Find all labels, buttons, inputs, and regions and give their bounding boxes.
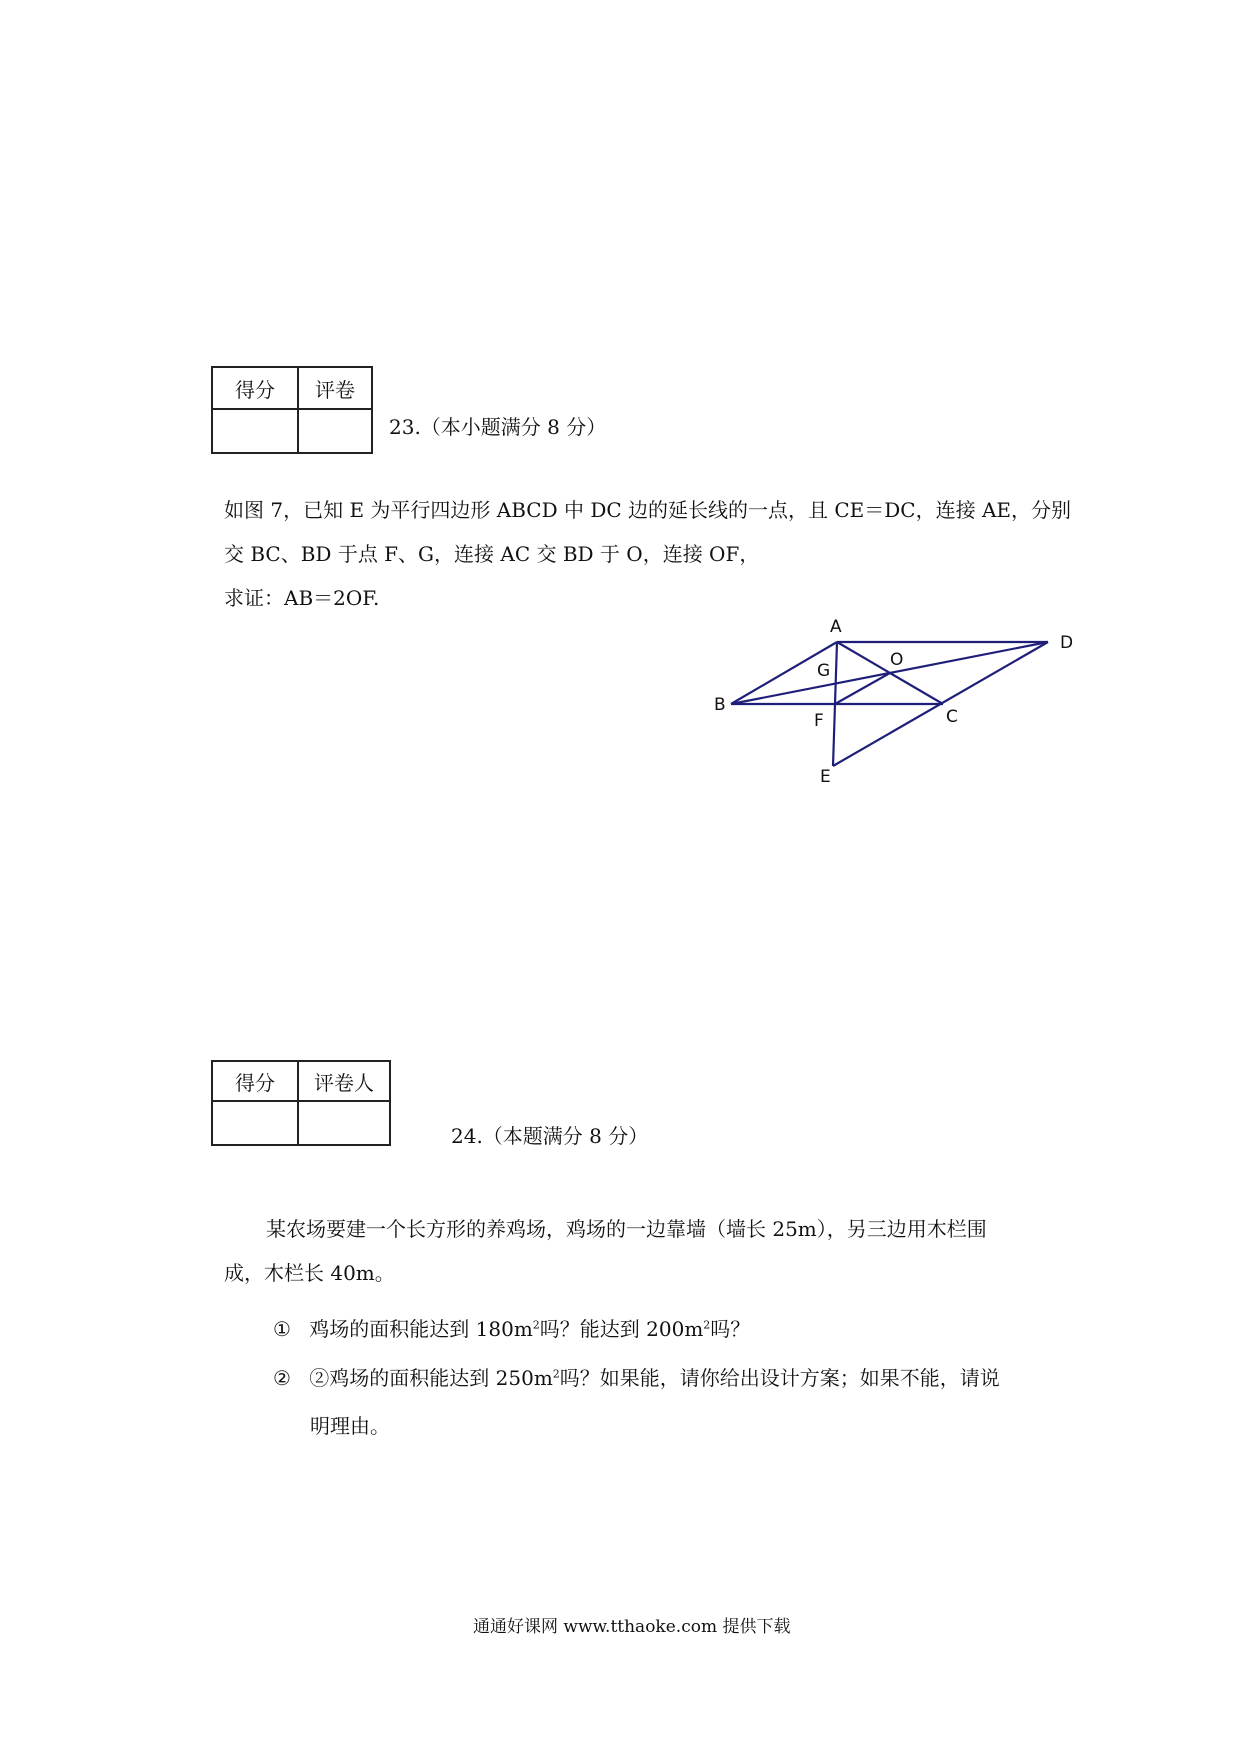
score-label: 得分 [212, 1061, 298, 1101]
q23-line-3: 求证：AB＝2OF. [224, 586, 380, 610]
q24-intro-line-2: 成，木栏长 40m。 [224, 1261, 395, 1285]
label-G: G [817, 661, 831, 681]
score-cell [212, 1101, 298, 1145]
label-B: B [714, 695, 726, 715]
q23-line-2: 交 BC、BD 于点 F、G，连接 AC 交 BD 于 O，连接 OF， [224, 542, 760, 566]
grader-cell [298, 409, 372, 453]
superscript: 2 [703, 1318, 711, 1332]
label-E: E [820, 767, 831, 787]
superscript: 2 [552, 1367, 560, 1381]
score-label: 得分 [212, 367, 298, 409]
q24-intro [224, 1207, 987, 1295]
item-1-text-a: 鸡场的面积能达到 180m [309, 1317, 533, 1341]
label-D: D [1060, 633, 1074, 653]
label-C: C [946, 707, 958, 727]
geometry-figure [700, 610, 1120, 790]
label-F: F [814, 711, 824, 731]
page-footer: 通通好课网 www.tthaoke.com 提供下载 [473, 1617, 791, 1637]
item-marker: ② [273, 1366, 291, 1390]
q24-score-table [211, 1060, 391, 1146]
q24-item-2 [273, 1362, 1000, 1391]
item-2-text-b: 吗？如果能，请你给出设计方案；如果不能，请说 [559, 1366, 1000, 1390]
score-cell [212, 409, 298, 453]
item-1-text-b: 吗？能达到 200m [539, 1317, 704, 1341]
item-marker: ① [273, 1317, 291, 1341]
q24-heading: 24.（本题满分 8 分） [451, 1124, 649, 1148]
label-O: O [890, 650, 904, 670]
q23-line-1: 如图 7，已知 E 为平行四边形 ABCD 中 DC 边的延长线的一点，且 CE＝DC，连接 AE，分别 [224, 498, 1072, 522]
label-A: A [830, 617, 842, 637]
item-1-text-c: 吗？ [710, 1317, 751, 1341]
q23-score-table [211, 366, 373, 454]
q24-intro-line-1: 某农场要建一个长方形的养鸡场，鸡场的一边靠墙（墙长 25m），另三边用木栏围 [266, 1217, 987, 1241]
q24-item-1 [273, 1313, 750, 1342]
grader-label: 评卷人 [298, 1061, 390, 1101]
q23-text [224, 488, 1071, 620]
q24-item-2-continued: 明理由。 [310, 1414, 390, 1438]
item-2-text-a: ②鸡场的面积能达到 250m [309, 1366, 553, 1390]
superscript: 2 [532, 1318, 540, 1332]
grader-label: 评卷 [298, 367, 372, 409]
q23-heading: 23.（本小题满分 8 分） [389, 415, 607, 439]
grader-cell [298, 1101, 390, 1145]
